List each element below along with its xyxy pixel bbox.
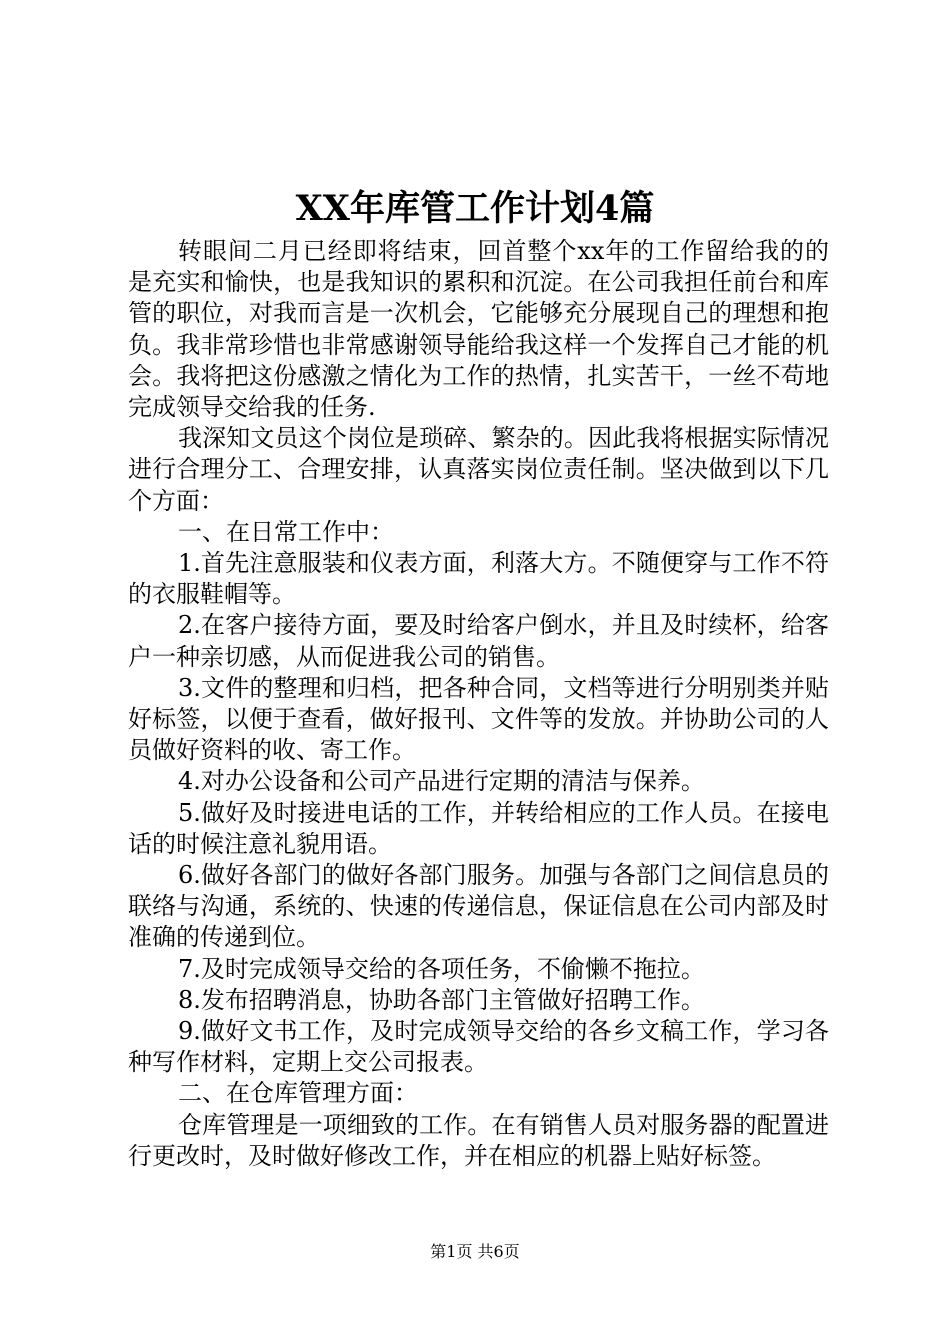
list-item: 7.及时完成领导交给的各项任务，不偷懒不拖拉。 <box>178 954 705 983</box>
list-item: 4.对办公设备和公司产品进行定期的清洁与保养。 <box>178 767 705 796</box>
document-title: XX年库管工作计划4篇 <box>295 188 655 229</box>
document-body <box>128 236 829 1172</box>
section-heading-daily-work: 一、在日常工作中： <box>178 517 394 546</box>
paragraph-warehouse: 仓库管理是一项细致的工作。在有销售人员对服务器的配置进行更改时，及时做好修改工作，并在相应的机器上贴好标签。 <box>128 1110 829 1170</box>
paragraph-intro: 转眼间二月已经即将结束，回首整个xx年的工作留给我的的是充实和愉快，也是我知识的累积和沉淀。在公司我担任前台和库管的职位，对我而言是一次机会，它能够充分展现自己的理想和抱负。我非常珍惜也非常感谢领导能给我这样一个发挥自己才能的机会。我将把这份感激之情化为工作的热情，扎实苦干，一丝不苟地完成领导交给我的任务. <box>128 237 829 422</box>
list-item: 6.做好各部门的做好各部门服务。加强与各部门之间信息员的联络与沟通，系统的、快速的传递信息，保证信息在公司内部及时准确的传递到位。 <box>128 861 829 952</box>
list-item: 1.首先注意服装和仪表方面，利落大方。不随便穿与工作不符的衣服鞋帽等。 <box>128 549 829 609</box>
list-item: 5.做好及时接进电话的工作，并转给相应的工作人员。在接电话的时候注意礼貌用语。 <box>128 798 829 858</box>
list-item: 9.做好文书工作，及时完成领导交给的各乡文稿工作，学习各种写作材料，定期上交公司报表。 <box>128 1017 829 1077</box>
paragraph-role: 我深知文员这个岗位是琐碎、繁杂的。因此我将根据实际情况进行合理分工、合理安排，认真落实岗位责任制。坚决做到以下几个方面： <box>128 424 829 515</box>
list-item: 8.发布招聘消息，协助各部门主管做好招聘工作。 <box>178 985 705 1014</box>
list-item: 3.文件的整理和归档，把各种合同，文档等进行分明别类并贴好标签，以便于查看，做好报刊、文件等的发放。并协助公司的人员做好资料的收、寄工作。 <box>128 673 829 765</box>
section-heading-warehouse: 二、在仓库管理方面： <box>178 1079 418 1108</box>
list-item: 2.在客户接待方面，要及时给客户倒水，并且及时续杯，给客户一种亲切感，从而促进我公司的销售。 <box>128 611 829 671</box>
page-indicator: 第1页 共6页 <box>430 1242 520 1261</box>
